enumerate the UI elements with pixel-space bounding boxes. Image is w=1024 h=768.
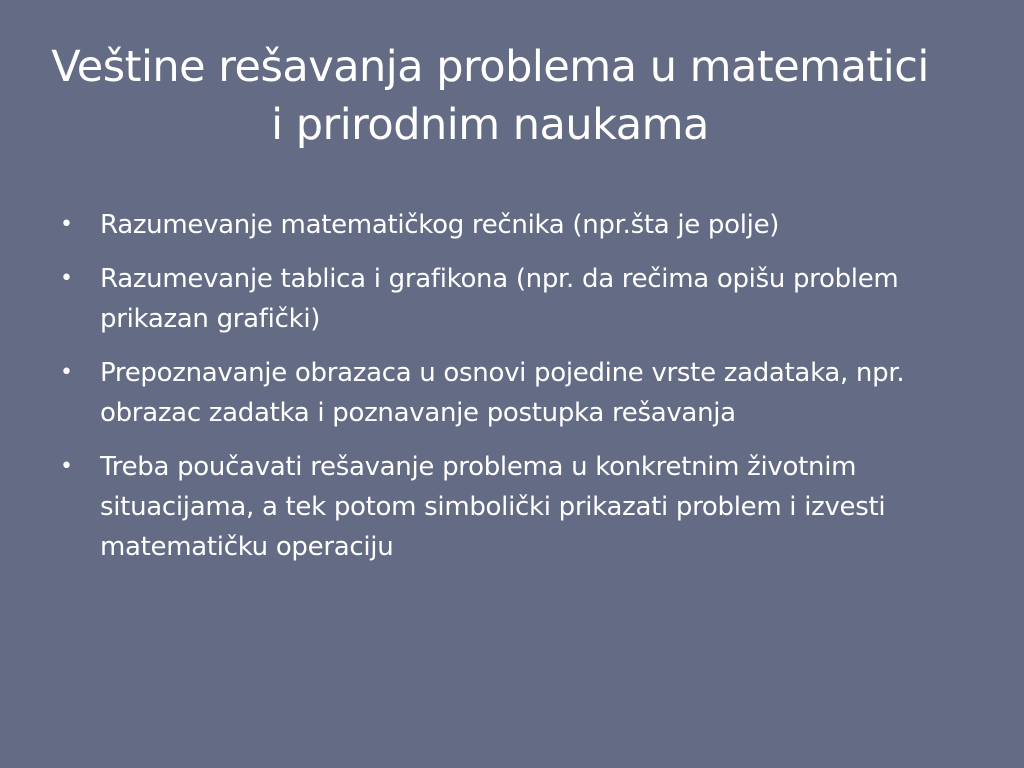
bullet-text: Prepoznavanje obrazaca u osnovi pojedine vrste zadataka, npr. obrazac zadatka i poznavanje postupka rešavanja <box>100 358 905 428</box>
bullet-item <box>58 259 908 339</box>
bullet-item <box>58 447 908 567</box>
bullet-icon: • <box>60 454 73 479</box>
bullet-text: Razumevanje tablica i grafikona (npr. da rečima opišu problem prikazan grafički) <box>100 264 899 334</box>
slide-title-line-1: Veštine rešavanja problema u matematici <box>51 42 929 92</box>
slide-title-line-2: i prirodnim naukama <box>271 100 709 150</box>
bullet-list <box>58 205 908 581</box>
bullet-item <box>58 353 908 433</box>
bullet-text: Treba poučavati rešavanje problema u konkretnim životnim situacijama, a tek potom simbolički prikazati problem i izvesti matematičku operaciju <box>100 452 886 562</box>
bullet-text: Razumevanje matematičkog rečnika (npr.šta je polje) <box>100 210 780 240</box>
bullet-icon: • <box>60 212 73 237</box>
bullet-item <box>58 205 908 245</box>
slide-title <box>0 38 980 154</box>
bullet-icon: • <box>60 360 73 385</box>
bullet-icon: • <box>60 266 73 291</box>
